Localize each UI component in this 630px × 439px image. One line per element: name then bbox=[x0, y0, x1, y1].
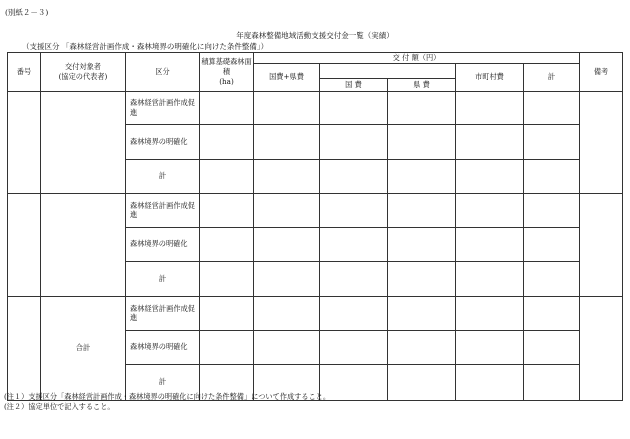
header-remarks: 備考 bbox=[580, 53, 623, 92]
division-plan: 森林経営計画作成促進 bbox=[126, 296, 200, 330]
grand-total-label: 合計 bbox=[41, 296, 126, 400]
cell-no bbox=[8, 296, 41, 400]
cell-remarks bbox=[580, 91, 623, 193]
header-area bbox=[200, 53, 254, 92]
table-row bbox=[8, 296, 623, 330]
note-2: (注２）協定単位で記入すること。 bbox=[4, 402, 115, 411]
grant-table bbox=[7, 52, 623, 401]
support-category: （支援区分 「森林経営計画作成・森林境界の明確化に向けた条件整備」） bbox=[22, 42, 269, 51]
header-city: 市町村費 bbox=[456, 63, 524, 91]
header-total: 計 bbox=[524, 63, 580, 91]
table-row bbox=[8, 91, 623, 124]
cell-no bbox=[8, 193, 41, 296]
header-division: 区分 bbox=[126, 53, 200, 92]
cell-remarks bbox=[580, 296, 623, 400]
cell-recipient bbox=[41, 193, 126, 296]
division-boundary: 森林境界の明確化 bbox=[126, 124, 200, 159]
division-subtotal: 計 bbox=[126, 261, 200, 296]
header-area-label: 積算基礎森林面積 (ha) bbox=[201, 57, 252, 86]
header-blank bbox=[320, 63, 456, 78]
header-recipient bbox=[41, 53, 126, 92]
cell-remarks bbox=[580, 193, 623, 296]
doc-title: 年度森林整備地域活動支援交付金一覧（実績） bbox=[236, 31, 394, 40]
cell-no bbox=[8, 91, 41, 193]
header-recipient-label: 交付対象者 (協定の代表者) bbox=[58, 62, 108, 81]
doc-ref: (別紙２－３) bbox=[5, 8, 49, 17]
division-boundary: 森林境界の明確化 bbox=[126, 330, 200, 364]
note-1: (注１）支援区分「森林経営計画作成・森林境界の明確化に向けた条件整備」について作成すること。 bbox=[4, 392, 331, 401]
header-pref: 県 費 bbox=[388, 78, 456, 91]
header-nat: 国 費 bbox=[320, 78, 388, 91]
table-row bbox=[8, 193, 623, 227]
division-boundary: 森林境界の明確化 bbox=[126, 227, 200, 261]
header-nat-pref: 国費+県費 bbox=[254, 63, 320, 91]
cell-recipient bbox=[41, 91, 126, 193]
division-subtotal: 計 bbox=[126, 364, 200, 400]
header-no: 番号 bbox=[8, 53, 41, 92]
header-amount: 交 付 額（円） bbox=[254, 53, 580, 64]
division-subtotal: 計 bbox=[126, 159, 200, 193]
division-plan: 森林経営計画作成促進 bbox=[126, 193, 200, 227]
division-plan: 森林経営計画作成促進 bbox=[126, 91, 200, 124]
